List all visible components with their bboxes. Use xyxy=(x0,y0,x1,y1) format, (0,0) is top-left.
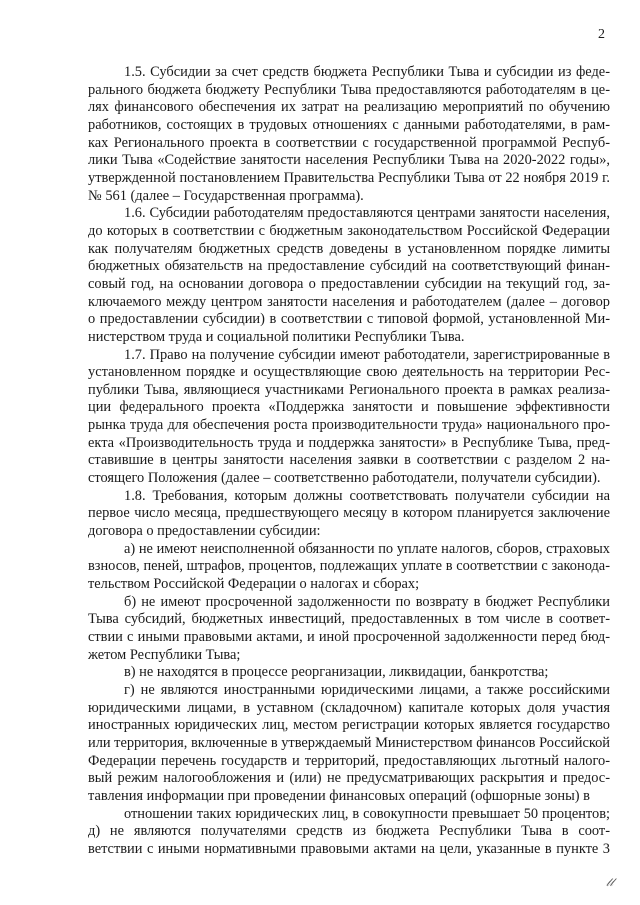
text-line: как получателям бюджетных средств доведены в установленном порядке лимиты xyxy=(88,240,610,257)
text-line: рального бюджета бюджету Республики Тыва предоставляются работодателям в це- xyxy=(88,81,610,98)
text-line: нистерством труда и социальной политики Республики Тыва. xyxy=(88,328,465,345)
text-line: ветствии с иными нормативными правовыми актами на цели, указанные в пункте 3 xyxy=(88,840,610,857)
text-line: Федерации перечень государств и территорий, предоставляющих льготный налого- xyxy=(88,752,610,769)
text-line: отношении таких юридических лиц, в совокупности превышает 50 процентов; xyxy=(124,805,610,822)
text-line: 1.8. Требования, которым должны соответствовать получатели субсидии на xyxy=(124,487,610,504)
text-line: а) не имеют неисполненной обязанности по уплате налогов, сборов, страховых xyxy=(124,540,610,557)
text-line: екта «Производительность труда и поддержка занятости» в Республике Тыва, пред- xyxy=(88,434,610,451)
text-line: стоящего Положения (далее – соответственно работодатели, получатели субсидии). xyxy=(88,470,601,487)
text-line: публики Тыва, являющиеся участниками Регионального проекта в рамках реализа- xyxy=(88,381,610,398)
text-line: первое число месяца, предшествующего месяцу в котором планируется заключение xyxy=(88,505,610,522)
text-line: лики Тыва «Содействие занятости населения Республики Тыва на 2020-2022 годы», xyxy=(88,152,610,169)
text-line: взносов, пеней, штрафов, процентов, подлежащих уплате в соответствии с законода- xyxy=(88,558,610,575)
text-line: 1.5. Субсидии за счет средств бюджета Республики Тыва и субсидии из феде- xyxy=(124,64,610,80)
text-line: работников, состоящих в трудовых отношениях с данными работодателями, в рам- xyxy=(88,116,610,133)
text-line: вый режим налогообложения и (или) не предусматривающих раскрытия и предос- xyxy=(88,770,610,787)
text-line: о предоставлении субсидии) в соответствии с типовой формой, установленной Ми- xyxy=(88,311,610,328)
text-line: до которых в соответствии с бюджетным законодательством Российской Федерации xyxy=(88,222,610,239)
text-line: совый год, на основании договора о предоставлении субсидии на текущий год, за- xyxy=(88,275,610,292)
page-number: 2 xyxy=(598,27,605,42)
text-line: жетом Республики Тыва; xyxy=(88,646,241,663)
text-line: утвержденной постановлением Правительства Республики Тыва от 22 ноября 2019 г. xyxy=(88,169,610,186)
text-line: или территория, включенные в утверждаемый Министерством финансов Российской xyxy=(88,734,610,751)
handwritten-initials: 𝓁𝓁 xyxy=(606,876,614,889)
text-line: 1.6. Субсидии работодателям предоставляются центрами занятости населения, xyxy=(124,205,610,222)
text-line: ставившие в центры занятости населения заявки в соответствии с разделом 2 на- xyxy=(88,452,610,469)
text-line: б) не имеют просроченной задолженности по возврату в бюджет Республики xyxy=(124,593,610,610)
text-line: договора о предоставлении субсидии: xyxy=(88,523,321,540)
text-line: д) не являются получателями средств из бюджета Республики Тыва в соот- xyxy=(88,823,610,840)
text-line: бюджетных обязательств на предоставление субсидий на соответствующий финан- xyxy=(88,258,610,275)
text-line: ствии с иными правовыми актами, и иной просроченной задолженности перед бюд- xyxy=(88,629,610,645)
text-line: лях финансового обеспечения их затрат на реализацию мероприятий по обучению xyxy=(88,99,610,116)
text-line: в) не находятся в процессе реорганизации, ликвидации, банкротства; xyxy=(124,664,549,681)
text-line: № 561 (далее – Государственная программа). xyxy=(88,187,364,204)
text-line: 1.7. Право на получение субсидии имеют работодатели, зарегистрированные в xyxy=(124,346,610,363)
document-body xyxy=(88,64,610,859)
text-line: тавления информации при проведении финансовых операций (офшорные зоны) в xyxy=(88,787,590,804)
text-line: ключаемого между центром занятости населения и работодателем (далее – договор xyxy=(88,293,610,310)
text-line: тельством Российской Федерации о налогах и сборах; xyxy=(88,576,420,593)
text-line: иностранных юридических лиц, местом регистрации которых является государство xyxy=(88,717,610,734)
text-line: г) не являются иностранными юридическими лицами, а также российскими xyxy=(124,681,610,698)
text-line: ках Регионального проекта в соответствии с государственной программой Респуб- xyxy=(88,134,610,151)
text-line: ции федерального проекта «Поддержка занятости и повышение эффективности xyxy=(88,399,610,416)
text-line: рынка труда для обеспечения роста производительности труда» национального про- xyxy=(88,417,610,434)
text-line: юридическими лицами, в уставном (складочном) капитале которых доля участия xyxy=(88,699,610,716)
text-line: Тыва субсидий, бюджетных инвестиций, предоставленных в том числе в соответ- xyxy=(88,611,610,628)
text-line: установленном порядке и осуществляющие свою деятельность на территории Рес- xyxy=(88,364,610,381)
